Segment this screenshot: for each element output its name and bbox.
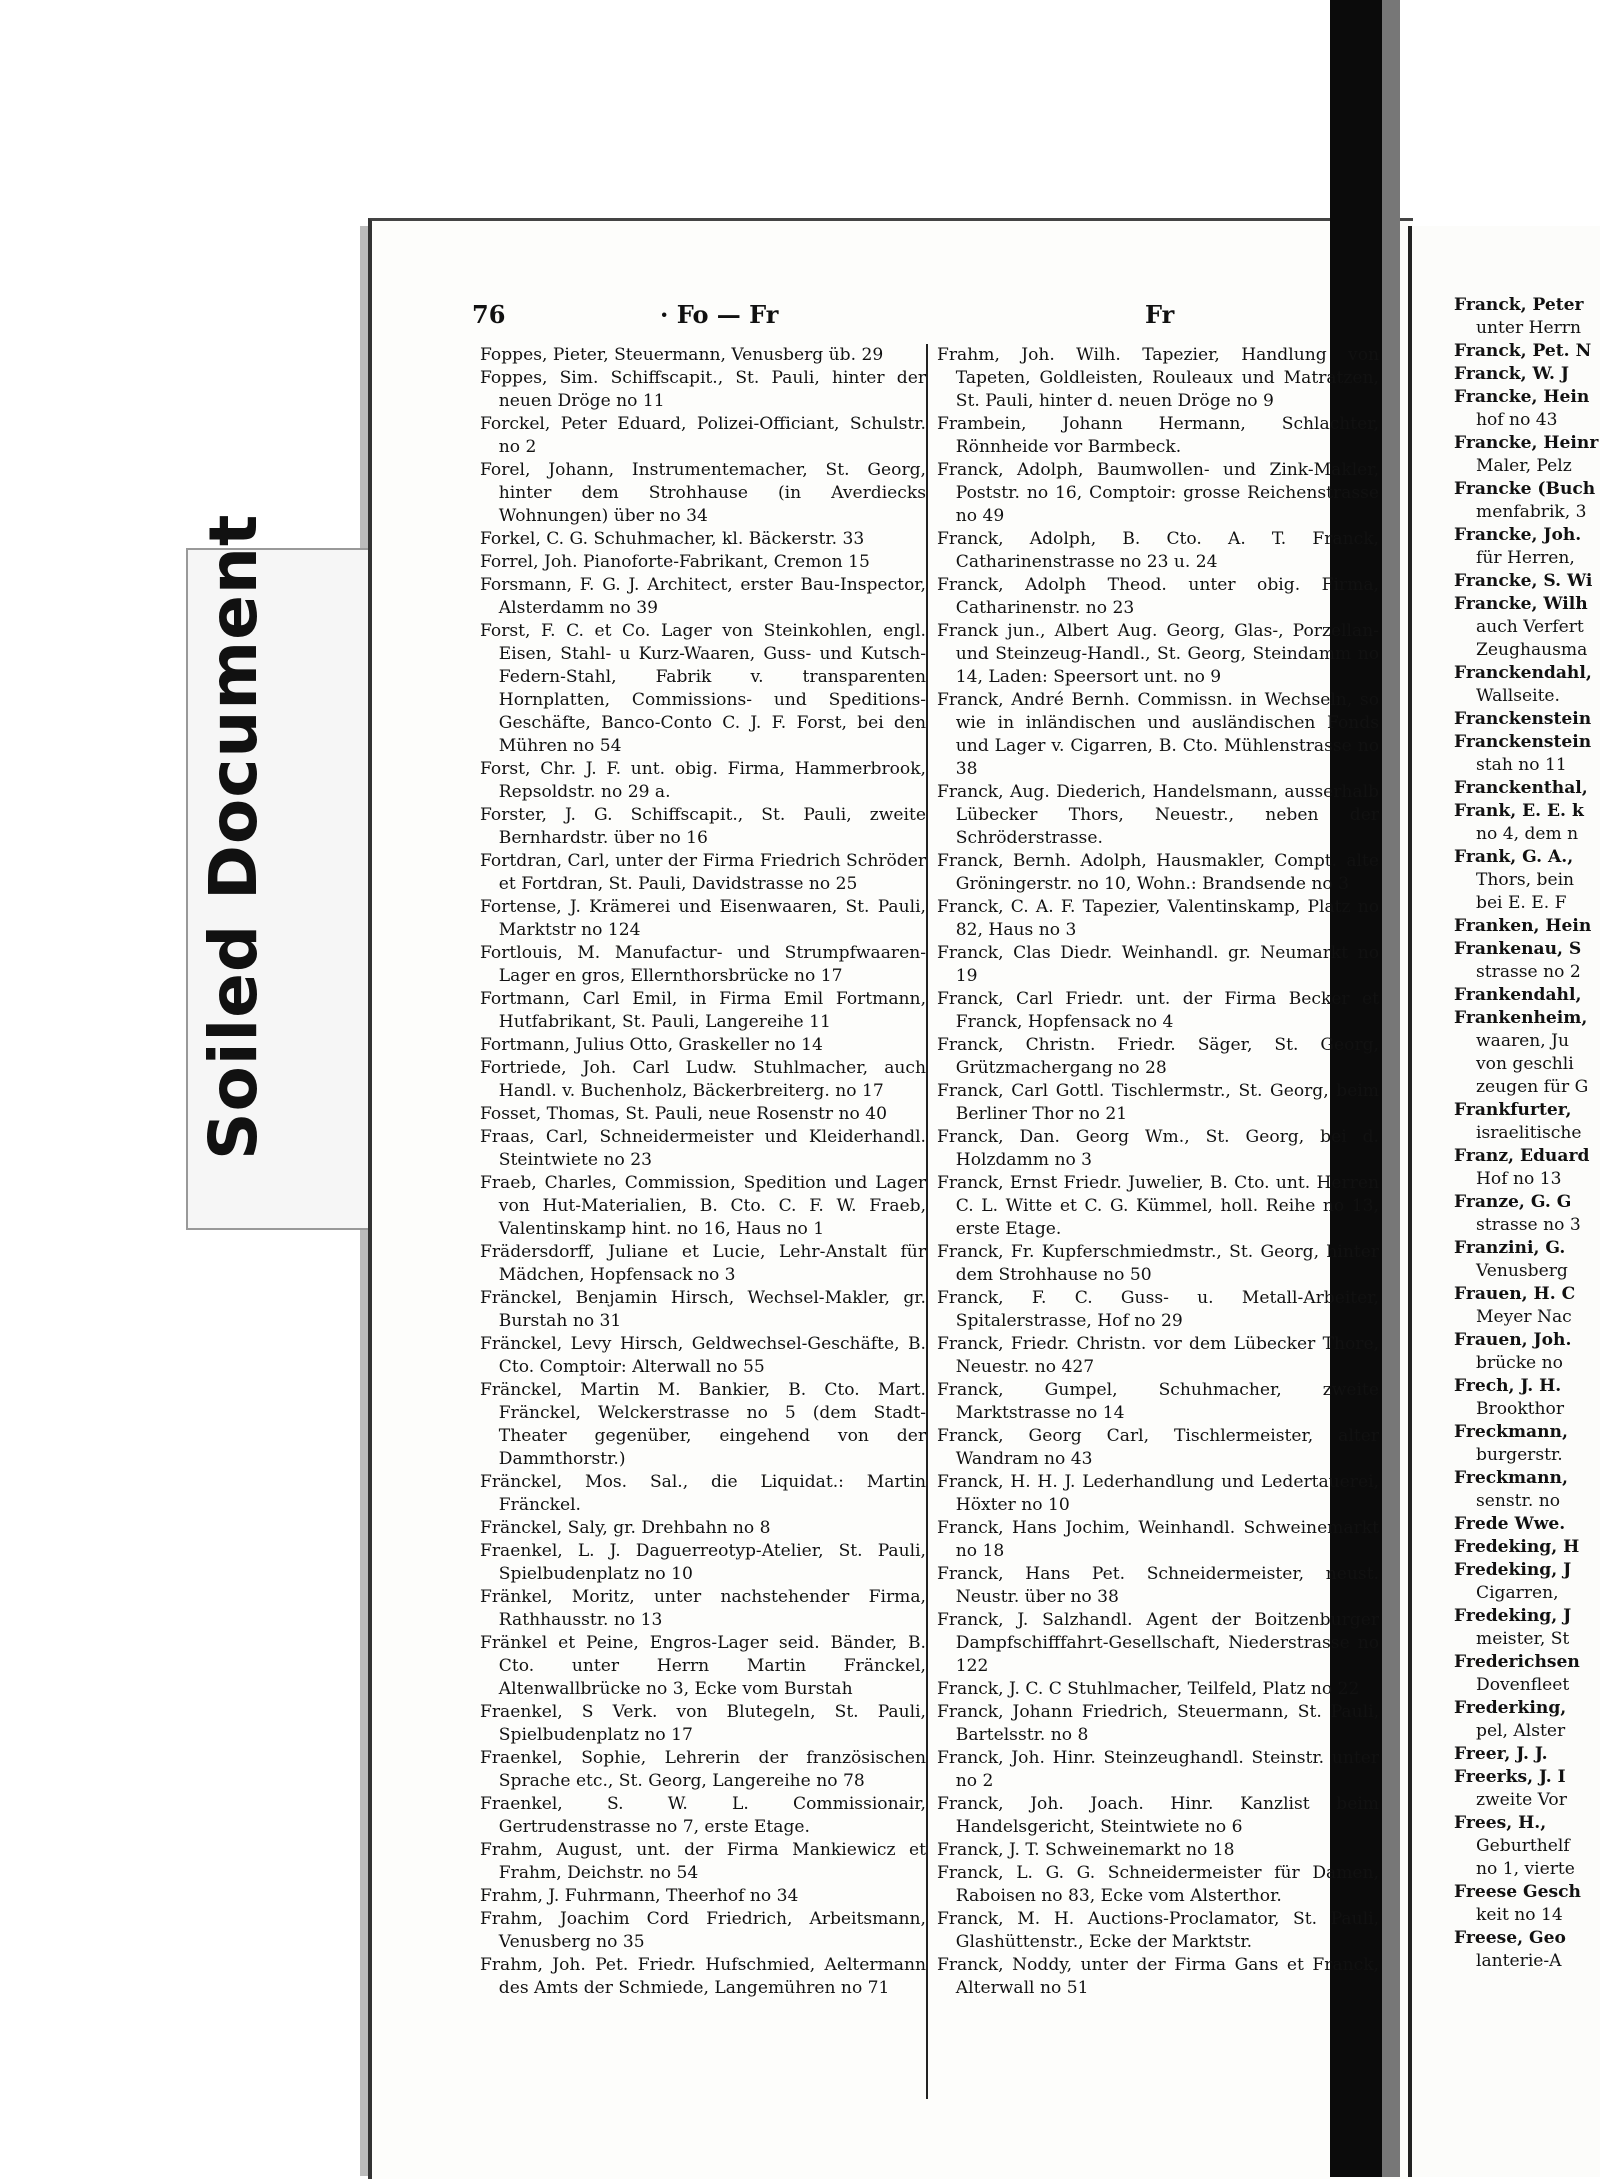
facing-page-line: Fredeking, J [1454, 1606, 1572, 1626]
directory-entry: Franck, Clas Diedr. Weinhandl. gr. Neumarkt no 19 [937, 943, 1379, 986]
facing-page-line: waaren, Ju [1476, 1031, 1570, 1051]
directory-entry: Franck, Bernh. Adolph, Hausmakler, Compt. alte Gröningerstr. no 10, Wohn.: Brandsende no 3 [937, 851, 1379, 894]
directory-entry: Forrel, Joh. Pianoforte-Fabrikant, Cremon 15 [480, 552, 870, 572]
directory-entry: Franck, Georg Carl, Tischlermeister, alter Wandram no 43 [937, 1426, 1379, 1469]
directory-entry: Franck, H. H. J. Lederhandlung und Ledertauerei, Höxter no 10 [937, 1472, 1379, 1515]
facing-page-line: Venusberg [1476, 1261, 1568, 1281]
directory-entry: Foppes, Sim. Schiffscapit., St. Pauli, hinter der neuen Dröge no 11 [480, 368, 926, 411]
facing-page-line: von geschli [1476, 1054, 1574, 1074]
directory-entry: Franck, Aug. Diederich, Handelsmann, ausserhalb Lübecker Thors, Neuestr., neben der Schröderstrasse. [937, 782, 1379, 848]
facing-page-line: Franzini, G. [1454, 1238, 1566, 1258]
running-head-right: Fr [1145, 300, 1175, 329]
facing-page-line: meister, St [1476, 1629, 1570, 1649]
directory-entry: Fortmann, Julius Otto, Graskeller no 14 [480, 1035, 823, 1055]
facing-page-line: menfabrik, 3 [1476, 502, 1587, 522]
directory-entry: Forst, F. C. et Co. Lager von Steinkohlen, engl. Eisen, Stahl- u Kurz-Waaren, Guss- und Kutsch-Federn-Stahl, Fabrik v. transparenten Hornplatten, Commissions- und Speditions-Geschäfte, Banco-Conto C. J. F. Forst, bei den Mühren no 54 [480, 621, 926, 756]
soiled-document-stamp: Soiled Document [195, 513, 272, 1160]
directory-entry: Franck, F. C. Guss- u. Metall-Arbeiter, Spitalerstrasse, Hof no 29 [937, 1288, 1379, 1331]
facing-page-line: Francke, S. Wi [1454, 571, 1593, 591]
directory-entry: Fränkel, Moritz, unter nachstehender Firma, Rathhausstr. no 13 [480, 1587, 926, 1630]
facing-page-line: Fredeking, J [1454, 1560, 1572, 1580]
directory-entry: Franck jun., Albert Aug. Georg, Glas-, Porzellan- und Steinzeug-Handl., St. Georg, Steindamm no 14, Laden: Speersort unt. no 9 [937, 621, 1379, 687]
facing-page-line: strasse no 2 [1476, 962, 1581, 982]
directory-entry: Franck, L. G. G. Schneidermeister für Damen, Raboisen no 83, Ecke vom Alsterthor. [937, 1863, 1379, 1906]
facing-page-line: Frankenau, S [1454, 939, 1582, 959]
facing-page-line: Fredeking, H [1454, 1537, 1580, 1557]
directory-entry: Forst, Chr. J. F. unt. obig. Firma, Hammerbrook, Repsoldstr. no 29 a. [480, 759, 926, 802]
facing-page-line: bei E. E. F [1476, 893, 1567, 913]
directory-entry: Frambein, Johann Hermann, Schlachter, Rönnheide vor Barmbeck. [937, 414, 1379, 457]
directory-entry: Fortdran, Carl, unter der Firma Friedrich Schröder et Fortdran, St. Pauli, Davidstrasse no 25 [480, 851, 927, 894]
directory-entry: Franck, Ernst Friedr. Juwelier, B. Cto. unt. Herren C. L. Witte et C. G. Kümmel, holl. Reihe no 13, erste Etage. [937, 1173, 1379, 1239]
directory-entry: Franck, Fr. Kupferschmiedmstr., St. Georg, hinter dem Strohhause no 50 [937, 1242, 1379, 1285]
directory-entry: Fosset, Thomas, St. Pauli, neue Rosenstr no 40 [480, 1104, 888, 1124]
facing-page-line: Frankfurter, [1454, 1100, 1572, 1120]
directory-entry: Franck, Adolph, Baumwollen- und Zink-Makler, Poststr. no 16, Comptoir: grosse Reichenstrasse no 49 [937, 460, 1379, 526]
facing-page-line: zweite Vor [1476, 1790, 1567, 1810]
directory-entry: Franck, Christn. Friedr. Säger, St. Georg, Grützmachergang no 28 [937, 1035, 1379, 1078]
facing-page-line: zeugen für G [1476, 1077, 1589, 1097]
facing-page-line: Freese, Geo [1454, 1928, 1566, 1948]
directory-entry: Franck, Carl Gottl. Tischlermstr., St. Georg, beim Berliner Thor no 21 [937, 1081, 1379, 1124]
directory-entry: Franck, M. H. Auctions-Proclamator, St. Pauli, Glashüttenstr., Ecke der Marktstr. [937, 1909, 1379, 1952]
facing-page-line: Franze, G. G [1454, 1192, 1572, 1212]
facing-page-line: Franck, Pet. N [1454, 341, 1592, 361]
directory-entry: Fränckel, Levy Hirsch, Geldwechsel-Geschäfte, B. Cto. Comptoir: Alterwall no 55 [480, 1334, 926, 1377]
directory-entry: Fortriede, Joh. Carl Ludw. Stuhlmacher, auch Handl. v. Buchenholz, Bäckerbreiterg. no 17 [480, 1058, 926, 1101]
facing-page-line: Frede Wwe. [1454, 1514, 1566, 1534]
directory-entry: Forster, J. G. Schiffscapit., St. Pauli, zweite Bernhardstr. über no 16 [480, 805, 926, 848]
facing-page-line: israelitische [1476, 1123, 1582, 1143]
facing-page-line: Franken, Hein [1454, 916, 1592, 936]
directory-entry: Franck, J. T. Schweinemarkt no 18 [937, 1840, 1235, 1860]
directory-entry: Fränckel, Mos. Sal., die Liquidat.: Martin Fränckel. [480, 1472, 926, 1515]
directory-entry: Frahm, Joh. Wilh. Tapezier, Handlung von Tapeten, Goldleisten, Rouleaux und Matratzen, St. Pauli, hinter d. neuen Dröge no 9 [937, 345, 1379, 411]
directory-entry: Forsmann, F. G. J. Architect, erster Bau-Inspector, Alsterdamm no 39 [480, 575, 926, 618]
directory-entry: Fränckel, Martin M. Bankier, B. Cto. Mart. Fränckel, Welckerstrasse no 5 (dem Stadt-Theater gegenüber, eingehend von der Dammthorstr.) [480, 1380, 926, 1469]
facing-page-line: lanterie-A [1476, 1951, 1562, 1971]
facing-page-line: Freckmann, [1454, 1422, 1568, 1442]
directory-entry: Franck, Hans Jochim, Weinhandl. Schweinemarkt no 18 [937, 1518, 1379, 1561]
facing-page-line: Thors, bein [1476, 870, 1575, 890]
directory-entry: Foppes, Pieter, Steuermann, Venusberg üb. 29 [480, 345, 884, 365]
directory-entry: Franck, Joh. Joach. Hinr. Kanzlist beim Handelsgericht, Steintwiete no 6 [937, 1794, 1379, 1837]
directory-entry: Franck, Hans Pet. Schneidermeister, neust. Neustr. über no 38 [937, 1564, 1379, 1607]
facing-page-line: hof no 43 [1476, 410, 1558, 430]
facing-page-line: Franckenstein [1454, 709, 1592, 729]
facing-page-line: Frees, H., [1454, 1813, 1547, 1833]
facing-page-line: auch Verfert [1476, 617, 1584, 637]
facing-page-line: Maler, Pelz [1476, 456, 1572, 476]
directory-entry: Frahm, Joachim Cord Friedrich, Arbeitsmann, Venusberg no 35 [480, 1909, 926, 1952]
facing-page-line: Freckmann, [1454, 1468, 1568, 1488]
column-divider [926, 344, 928, 2099]
facing-page-line: Francke, Heinr [1454, 433, 1599, 453]
facing-page-line: Franckendahl, [1454, 663, 1592, 683]
facing-page-line: Geburthelf [1476, 1836, 1570, 1856]
facing-page-line: unter Herrn [1476, 318, 1581, 338]
facing-page-line: Franckenthal, [1454, 778, 1588, 798]
directory-entry: Franck, Adolph, B. Cto. A. T. Franck, Catharinenstrasse no 23 u. 24 [937, 529, 1379, 572]
directory-entry: Fortense, J. Krämerei und Eisenwaaren, St. Pauli, Marktstr no 124 [480, 897, 926, 940]
facing-page-line: für Herren, [1476, 548, 1575, 568]
facing-page-line: no 1, vierte [1476, 1859, 1575, 1879]
facing-page-line: brücke no [1476, 1353, 1563, 1373]
directory-entry: Fraenkel, Sophie, Lehrerin der französischen Sprache etc., St. Georg, Langereihe no 78 [480, 1748, 926, 1791]
directory-entry: Fraas, Carl, Schneidermeister und Kleiderhandl. Steintwiete no 23 [480, 1127, 926, 1170]
facing-page-line: Franckenstein [1454, 732, 1592, 752]
directory-entry: Franck, Friedr. Christn. vor dem Lübecker Thore, Neuestr. no 427 [937, 1334, 1379, 1377]
directory-entry: Frahm, August, unt. der Firma Mankiewicz et Frahm, Deichstr. no 54 [480, 1840, 926, 1883]
facing-page-line: Francke, Joh. [1454, 525, 1582, 545]
directory-entry: Franck, Dan. Georg Wm., St. Georg, bei d. Holzdamm no 3 [937, 1127, 1379, 1170]
directory-entry: Fraenkel, S Verk. von Blutegeln, St. Pauli, Spielbudenplatz no 17 [480, 1702, 926, 1745]
directory-entry: Fraeb, Charles, Commission, Spedition und Lager von Hut-Materialien, B. Cto. C. F. W. Fraeb, Valentinskamp hint. no 16, Haus no 1 [480, 1173, 926, 1239]
facing-page-line: Frank, E. E. k [1454, 801, 1584, 821]
binding-edge [1382, 0, 1400, 2177]
directory-entry: Fränckel, Benjamin Hirsch, Wechsel-Makler, gr. Burstah no 31 [480, 1288, 926, 1331]
directory-entry: Franck, J. Salzhandl. Agent der Boitzenburger Dampfschifffahrt-Gesellschaft, Niederstrasse no 122 [937, 1610, 1379, 1676]
directory-entry: Franck, Gumpel, Schuhmacher, zweite Marktstrasse no 14 [937, 1380, 1379, 1423]
facing-page-line: Zeughausma [1476, 640, 1588, 660]
directory-entry: Frädersdorff, Juliane et Lucie, Lehr-Anstalt für Mädchen, Hopfensack no 3 [480, 1242, 926, 1285]
facing-page-column [1454, 294, 1600, 1973]
directory-entry: Fraenkel, L. J. Daguerreotyp-Atelier, St. Pauli, Spielbudenplatz no 10 [480, 1541, 926, 1584]
directory-entry: Franck, Johann Friedrich, Steuermann, St. Pauli, Bartelsstr. no 8 [937, 1702, 1379, 1745]
facing-page-line: Wallseite. [1476, 686, 1560, 706]
facing-page-line: Brookthor [1476, 1399, 1565, 1419]
facing-page-line: Frauen, H. C [1454, 1284, 1576, 1304]
right-column [937, 344, 1379, 2000]
facing-page-line: burgerstr. [1476, 1445, 1563, 1465]
facing-page-line: Francke (Buch [1454, 479, 1596, 499]
facing-page-line: Dovenfleet [1476, 1675, 1570, 1695]
directory-entry: Franck, Adolph Theod. unter obig. Firma, Catharinenstr. no 23 [937, 575, 1379, 618]
directory-entry: Franck, Carl Friedr. unt. der Firma Becker et Franck, Hopfensack no 4 [937, 989, 1379, 1032]
directory-entry: Frahm, J. Fuhrmann, Theerhof no 34 [480, 1886, 799, 1906]
directory-entry: Forckel, Peter Eduard, Polizei-Officiant, Schulstr. no 2 [480, 414, 926, 457]
directory-entry: Forkel, C. G. Schuhmacher, kl. Bäckerstr. 33 [480, 529, 865, 549]
facing-page-line: Cigarren, [1476, 1583, 1559, 1603]
facing-page-line: Freese Gesch [1454, 1882, 1581, 1902]
directory-entry: Franck, Joh. Hinr. Steinzeughandl. Steinstr. unter no 2 [937, 1748, 1379, 1791]
facing-page-line: Francke, Wilh [1454, 594, 1588, 614]
directory-entry: Franck, André Bernh. Commissn. in Wechseln, so wie in inländischen und ausländischen Fonds und Lager v. Cigarren, B. Cto. Mühlenstrasse no 38 [937, 690, 1379, 779]
facing-page-line: Frankenheim, [1454, 1008, 1588, 1028]
facing-page-line: Franz, Eduard [1454, 1146, 1590, 1166]
facing-page-line: Frank, G. A., [1454, 847, 1574, 867]
directory-entry: Frahm, Joh. Pet. Friedr. Hufschmied, Aeltermann des Amts der Schmiede, Langemühren no 71 [480, 1955, 926, 1998]
facing-page-line: Frederichsen [1454, 1652, 1580, 1672]
facing-page-line: strasse no 3 [1476, 1215, 1581, 1235]
directory-entry: Franck, C. A. F. Tapezier, Valentinskamp, Platz no 82, Haus no 3 [937, 897, 1379, 940]
facing-page-line: Frech, J. H. [1454, 1376, 1562, 1396]
directory-entry: Fränkel et Peine, Engros-Lager seid. Bänder, B. Cto. unter Herrn Martin Fränckel, Altenwallbrücke no 3, Ecke vom Burstah [480, 1633, 926, 1699]
facing-page-line: Freer, J. J. [1454, 1744, 1548, 1764]
facing-page-line: Francke, Hein [1454, 387, 1590, 407]
directory-entry: Fränckel, Saly, gr. Drehbahn no 8 [480, 1518, 771, 1538]
directory-entry: Fortlouis, M. Manufactur- und Strumpfwaaren-Lager en gros, Ellernthorsbrücke no 17 [480, 943, 926, 986]
directory-entry: Franck, Noddy, unter der Firma Gans et Franck, Alterwall no 51 [937, 1955, 1379, 1998]
facing-page-line: Frauen, Joh. [1454, 1330, 1572, 1350]
directory-entry: Fraenkel, S. W. L. Commissionair, Gertrudenstrasse no 7, erste Etage. [480, 1794, 926, 1837]
facing-page-line: pel, Alster [1476, 1721, 1566, 1741]
left-column [480, 344, 926, 2000]
facing-page-line: Meyer Nac [1476, 1307, 1572, 1327]
running-head-left: · Fo — Fr [660, 300, 779, 329]
facing-page-line: Hof no 13 [1476, 1169, 1562, 1189]
facing-page-line: Franck, W. J [1454, 364, 1570, 384]
facing-page-line: senstr. no [1476, 1491, 1560, 1511]
directory-entry: Franck, J. C. C Stuhlmacher, Teilfeld, Platz no 22 [937, 1679, 1360, 1699]
facing-page-line: Franck, Peter [1454, 295, 1584, 315]
directory-entry: Fortmann, Carl Emil, in Firma Emil Fortmann, Hutfabrikant, St. Pauli, Langereihe 11 [480, 989, 926, 1032]
page-number: 76 [472, 300, 506, 329]
facing-page-line: stah no 11 [1476, 755, 1567, 775]
facing-page-line: Frankendahl, [1454, 985, 1582, 1005]
facing-page-line: Frederking, [1454, 1698, 1567, 1718]
facing-page-line: no 4, dem n [1476, 824, 1579, 844]
directory-entry: Forel, Johann, Instrumentemacher, St. Georg, hinter dem Strohhause (in Averdiecks Wohnungen) über no 34 [480, 460, 926, 526]
facing-page-line: keit no 14 [1476, 1905, 1563, 1925]
facing-page-line: Freerks, J. I [1454, 1767, 1566, 1787]
